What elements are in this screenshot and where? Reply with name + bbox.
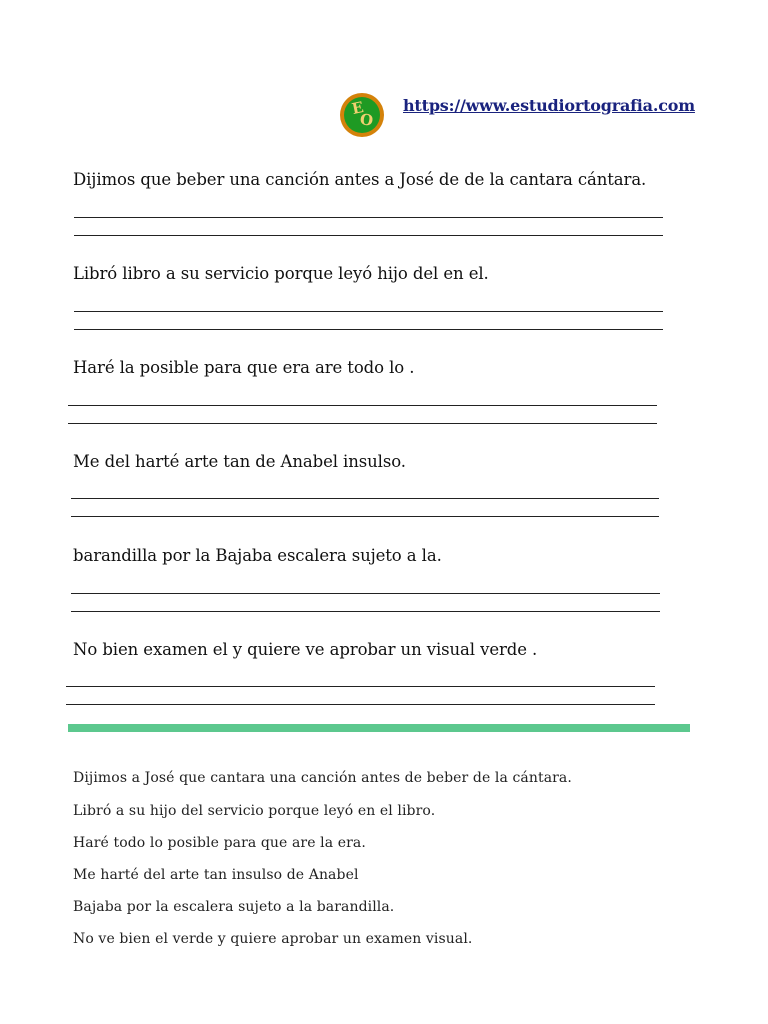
answer-line[interactable] (74, 329, 663, 330)
answer-line[interactable] (71, 611, 660, 612)
answer-line[interactable] (74, 217, 663, 218)
section-divider (68, 724, 690, 732)
exercise-sentence-4: Me del harté arte tan de Anabel insulso. (73, 452, 406, 471)
exercise-sentence-1: Dijimos que beber una canción antes a José de de la cantara cántara. (73, 170, 647, 189)
answer-sentence-2: Libró a su hijo del servicio porque leyó en el libro. (73, 803, 436, 819)
answer-line[interactable] (66, 704, 655, 705)
exercise-sentence-6: No bien examen el y quiere ve aprobar un visual verde . (73, 640, 538, 659)
exercise-sentence-5: barandilla por la Bajaba escalera sujeto a la. (73, 546, 442, 565)
answer-line[interactable] (71, 516, 659, 517)
logo-letter-o: O (358, 110, 375, 130)
answer-line[interactable] (66, 686, 655, 687)
exercise-sentence-3: Haré la posible para que era are todo lo . (73, 358, 415, 377)
site-logo (340, 93, 384, 137)
answer-line[interactable] (71, 498, 659, 499)
answer-sentence-1: Dijimos a José que cantara una canción antes de beber de la cántara. (73, 770, 572, 786)
answer-line[interactable] (74, 235, 663, 236)
answer-line[interactable] (74, 311, 663, 312)
answer-sentence-4: Me harté del arte tan insulso de Anabel (73, 867, 359, 883)
answer-sentence-5: Bajaba por la escalera sujeto a la barandilla. (73, 899, 395, 915)
answer-sentence-3: Haré todo lo posible para que are la era. (73, 835, 366, 851)
logo-emblem (344, 97, 380, 133)
answer-line[interactable] (71, 593, 660, 594)
answer-line[interactable] (68, 405, 657, 406)
site-url-link[interactable]: https://www.estudiortografia.com (403, 96, 695, 115)
answer-sentence-6: No ve bien el verde y quiere aprobar un examen visual. (73, 931, 473, 947)
exercise-sentence-2: Libró libro a su servicio porque leyó hijo del en el. (73, 264, 489, 283)
answer-line[interactable] (68, 423, 657, 424)
logo-letter-e: E (350, 98, 366, 118)
